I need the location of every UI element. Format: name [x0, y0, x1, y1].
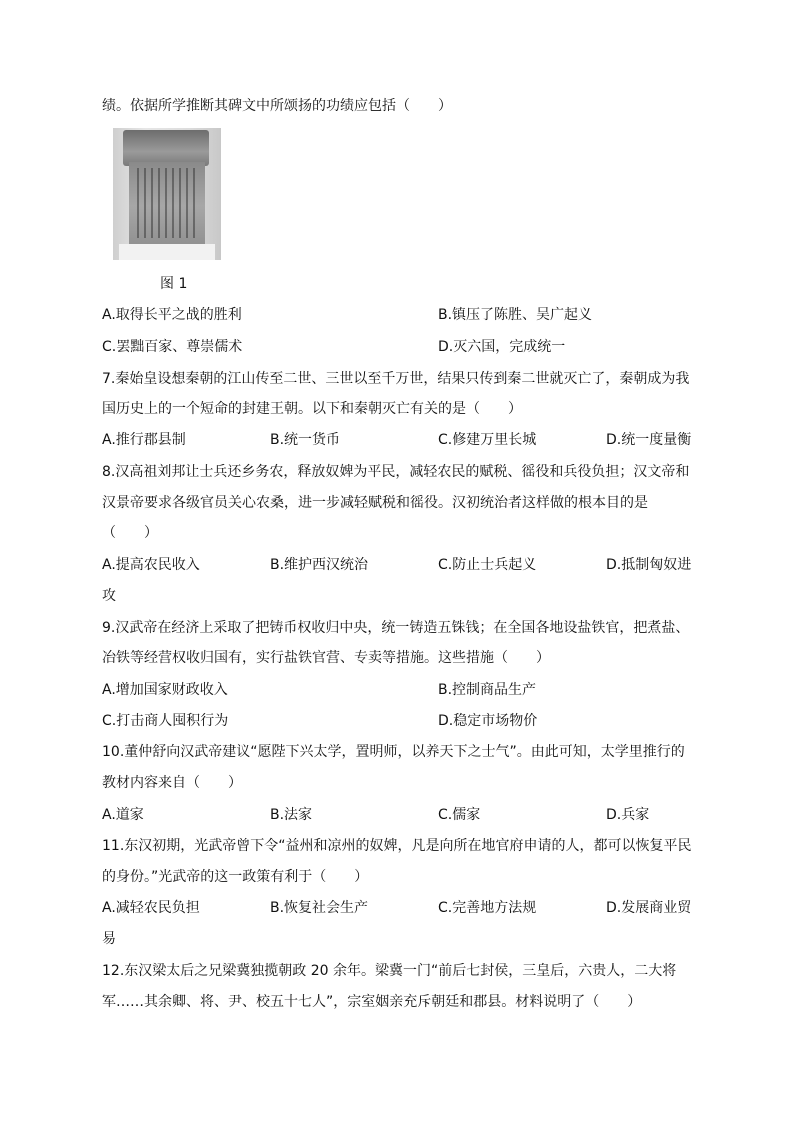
q11-option-a[interactable]: A.减轻农民负担: [102, 900, 200, 916]
q7-stem-line-2: 国历史上的一个短命的封建王朝。以下和秦朝灭亡有关的是（ ）: [102, 401, 522, 417]
q11-option-d-wrap: 易: [102, 931, 116, 947]
q9-stem-line-2: 冶铁等经营权收归国有，实行盐铁官营、专卖等措施。这些措施（ ）: [102, 650, 550, 666]
q11-option-d[interactable]: D.发展商业贸: [606, 900, 692, 916]
q10-stem-line-1: 10.董仲舒向汉武帝建议“愿陛下兴太学，置明师，以养天下之士气”。由此可知，太学里推行的: [102, 744, 685, 760]
q9-stem-line-1: 9.汉武帝在经济上采取了把铸币权收归中央，统一铸造五铢钱；在全国各地设盐铁官，把煮盐、: [102, 620, 690, 636]
q10-stem-line-2: 教材内容来自（ ）: [102, 775, 242, 791]
q6-stem-tail: 绩。依据所学推断其碑文中所颂扬的功绩应包括（ ）: [102, 98, 452, 114]
q8-stem-line-1: 8.汉高祖刘邦让士兵还乡务农，释放奴婢为平民，减轻农民的赋税、徭役和兵役负担；汉文帝和: [102, 464, 690, 480]
q10-option-c[interactable]: C.儒家: [438, 807, 481, 823]
q11-option-b[interactable]: B.恢复社会生产: [270, 900, 369, 916]
q9-option-b[interactable]: B.控制商品生产: [438, 682, 537, 698]
stele-photo: [113, 128, 221, 260]
q10-option-d[interactable]: D.兵家: [606, 807, 650, 823]
q7-option-d[interactable]: D.统一度量衡: [606, 432, 692, 448]
figure-caption: 图 1: [160, 276, 188, 292]
q11-stem-line-2: 的身份。”光武帝的这一政策有利于（ ）: [102, 869, 369, 885]
q7-option-b[interactable]: B.统一货币: [270, 432, 341, 448]
q7-option-a[interactable]: A.推行郡县制: [102, 432, 186, 448]
q10-option-b[interactable]: B.法家: [270, 807, 313, 823]
q6-option-b[interactable]: B.镇压了陈胜、吴广起义: [438, 307, 593, 323]
q8-option-d-wrap: 攻: [102, 588, 116, 604]
q10-option-a[interactable]: A.道家: [102, 807, 144, 823]
q9-option-c[interactable]: C.打击商人囤积行为: [102, 713, 229, 729]
q9-option-a[interactable]: A.增加国家财政收入: [102, 682, 228, 698]
q8-stem-line-2: 汉景帝要求各级官员关心农桑，进一步减轻赋税和徭役。汉初统治者这样做的根本目的是: [102, 495, 648, 511]
q9-option-d[interactable]: D.稳定市场物价: [438, 713, 538, 729]
q7-option-c[interactable]: C.修建万里长城: [438, 432, 537, 448]
q11-stem-line-1: 11.东汉初期，光武帝曾下令“益州和凉州的奴婢，凡是向所在地官府申请的人，都可以恢复平民: [102, 838, 692, 854]
q8-option-c[interactable]: C.防止士兵起义: [438, 557, 537, 573]
q6-option-d[interactable]: D.灭六国，完成统一: [438, 339, 566, 355]
q8-stem-line-3: （ ）: [102, 525, 158, 541]
q6-option-c[interactable]: C.罢黜百家、尊崇儒术: [102, 339, 243, 355]
stele-top: [123, 130, 209, 166]
q8-option-d[interactable]: D.抵制匈奴进: [606, 557, 692, 573]
q6-option-a[interactable]: A.取得长平之战的胜利: [102, 307, 242, 323]
q12-stem-line-1: 12.东汉梁太后之兄梁冀独揽朝政 20 余年。梁冀一门“前后七封侯，三皇后，六贵人，二大将: [102, 963, 677, 979]
stele-inscription: [137, 168, 197, 238]
q8-option-b[interactable]: B.维护西汉统治: [270, 557, 369, 573]
q8-option-a[interactable]: A.提高农民收入: [102, 557, 200, 573]
q7-stem-line-1: 7.秦始皇设想秦朝的江山传至二世、三世以至千万世，结果只传到秦二世就灭亡了，秦朝成为我: [102, 371, 690, 387]
q12-stem-line-2: 军……其余卿、将、尹、校五十七人”，宗室姻亲充斥朝廷和郡县。材料说明了（ ）: [102, 994, 642, 1010]
stele-base: [119, 244, 215, 260]
q11-option-c[interactable]: C.完善地方法规: [438, 900, 537, 916]
